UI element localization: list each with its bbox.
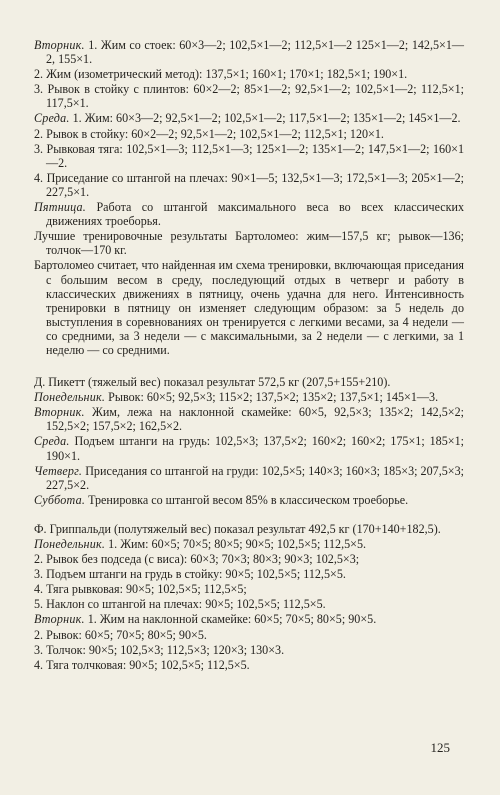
- tuesday-entry: [34, 38, 464, 67]
- thursday-entry: [34, 463, 464, 492]
- monday-entry: [34, 390, 464, 405]
- day-label: Понедельник.: [34, 390, 106, 405]
- exercise-text: 1. Жим на наклонной скамейке: 60×5; 70×5; 80×5; 90×5.: [84, 612, 377, 627]
- day-label: Вторник.: [34, 405, 85, 420]
- exercise-line: 3. Толчок: 90×5; 102,5×3; 112,5×3; 120×3; 130×3.: [34, 642, 285, 657]
- bartolomeo-program: [34, 38, 464, 357]
- pickett-program: [34, 375, 464, 507]
- exercise-line: 4. Тяга толчковая: 90×5; 102,5×5; 112,5×5.: [34, 657, 250, 672]
- exercise-text: Работа со штангой максимального веса во всех классических движениях троеборья.: [46, 200, 464, 229]
- exercise-line: 3. Рывковая тяга: 102,5×1—3; 112,5×1—3; 125×1—2; 135×1—2; 147,5×1—2; 160×1—2.: [34, 141, 464, 170]
- best-results: Лучшие тренировочные результаты Бартоломео: жим—157,5 кг; рывок—136; толчок—170 кг.: [34, 229, 464, 258]
- grippaldi-program: [34, 522, 464, 672]
- exercise-line: 2. Жим (изометрический метод): 137,5×1; 160×1; 170×1; 182,5×1; 190×1.: [34, 67, 408, 82]
- exercise-text: 1. Жим: 60×5; 70×5; 80×5; 90×5; 102,5×5; 112,5×5.: [105, 537, 367, 551]
- exercise-text: Приседания со штангой на груди: 102,5×5; 140×3; 160×3; 185×3; 207,5×3; 227,5×2.: [46, 463, 464, 492]
- day-label: Вторник.: [34, 38, 85, 52]
- day-label: Четверг.: [34, 463, 83, 478]
- tuesday-entry: [34, 612, 464, 627]
- exercise-text: Тренировка со штангой весом 85% в классическом троеборье.: [85, 492, 409, 507]
- day-label: Понедельник.: [34, 537, 106, 551]
- day-label: Среда.: [34, 434, 70, 449]
- exercise-line: 4. Тяга рывковая: 90×5; 102,5×5; 112,5×5;: [34, 582, 247, 597]
- commentary-paragraph: Бартоломео считает, что найденная им схема тренировки, включающая приседания с большим весом в среду, последующий отдых в четверг и работу в классических движениях в пятницу, очень удачна для него. Интенсивность тренировки в пятницу он изменяет следующим образом: за 5 недель до выступления в соревнованиях он тренируется с легкими весами, за 4 недели — со средними, за 3 недели — с максимальными, за 2 недели — с легкими, за 1 неделю — со средними.: [34, 258, 464, 357]
- exercise-line: 2. Рывок без подседа (с виса): 60×3; 70×3; 80×3; 90×3; 102,5×3;: [34, 552, 360, 567]
- section-gap: [34, 508, 464, 522]
- exercise-line: 3. Рывок в стойку с плинтов: 60×2—2; 85×1—2; 92,5×1—2; 102,5×1—2; 112,5×1; 117,5×1.: [34, 82, 464, 111]
- exercise-line: 2. Рывок: 60×5; 70×5; 80×5; 90×5.: [34, 627, 207, 642]
- day-label: Среда.: [34, 111, 70, 126]
- friday-entry: [34, 200, 464, 229]
- exercise-line: 3. Подъем штанги на грудь в стойку: 90×5; 102,5×5; 112,5×5.: [34, 567, 346, 582]
- exercise-text: 1. Жим: 60×3—2; 92,5×1—2; 102,5×1—2; 117,5×1—2; 135×1—2; 145×1—2.: [69, 111, 461, 126]
- tuesday-entry: [34, 405, 464, 434]
- exercise-text: Рывок: 60×5; 92,5×3; 115×2; 137,5×2; 135×2; 137,5×1; 145×1—3.: [105, 390, 439, 405]
- exercise-line: 4. Приседание со штангой на плечах: 90×1—5; 132,5×1—3; 172,5×1—3; 205×1—2; 227,5×1.: [34, 170, 464, 199]
- exercise-text: 1. Жим со стоек: 60×3—2; 102,5×1—2; 112,5×1—2 125×1—2; 142,5×1—2, 155×1.: [46, 38, 464, 67]
- wednesday-entry: [34, 434, 464, 463]
- day-label: Суббота.: [34, 492, 86, 507]
- exercise-text: Подъем штанги на грудь: 102,5×3; 137,5×2; 160×2; 160×2; 175×1; 185×1; 190×1.: [46, 434, 464, 463]
- exercise-line: 2. Рывок в стойку: 60×2—2; 92,5×1—2; 102,5×1—2; 112,5×1; 120×1.: [34, 126, 384, 141]
- monday-entry: [34, 537, 464, 551]
- section-gap: [34, 358, 464, 375]
- page-number: 125: [430, 740, 450, 755]
- wednesday-entry: [34, 111, 464, 126]
- saturday-entry: [34, 492, 464, 507]
- day-label: Вторник.: [34, 612, 85, 627]
- exercise-line: 5. Наклон со штангой на плечах: 90×5; 102,5×5; 112,5×5.: [34, 597, 326, 612]
- athlete-heading: Ф. Гриппальди (полутяжелый вес) показал результат 492,5 кг (170+140+182,5).: [34, 521, 441, 536]
- day-label: Пятница.: [34, 200, 87, 215]
- athlete-heading: Д. Пикетт (тяжелый вес) показал результат 572,5 кг (207,5+155+210).: [34, 375, 391, 390]
- exercise-text: Жим, лежа на наклонной скамейке: 60×5, 92,5×3; 135×2; 142,5×2; 152,5×2; 157,5×2; 162,5×2.: [46, 405, 464, 434]
